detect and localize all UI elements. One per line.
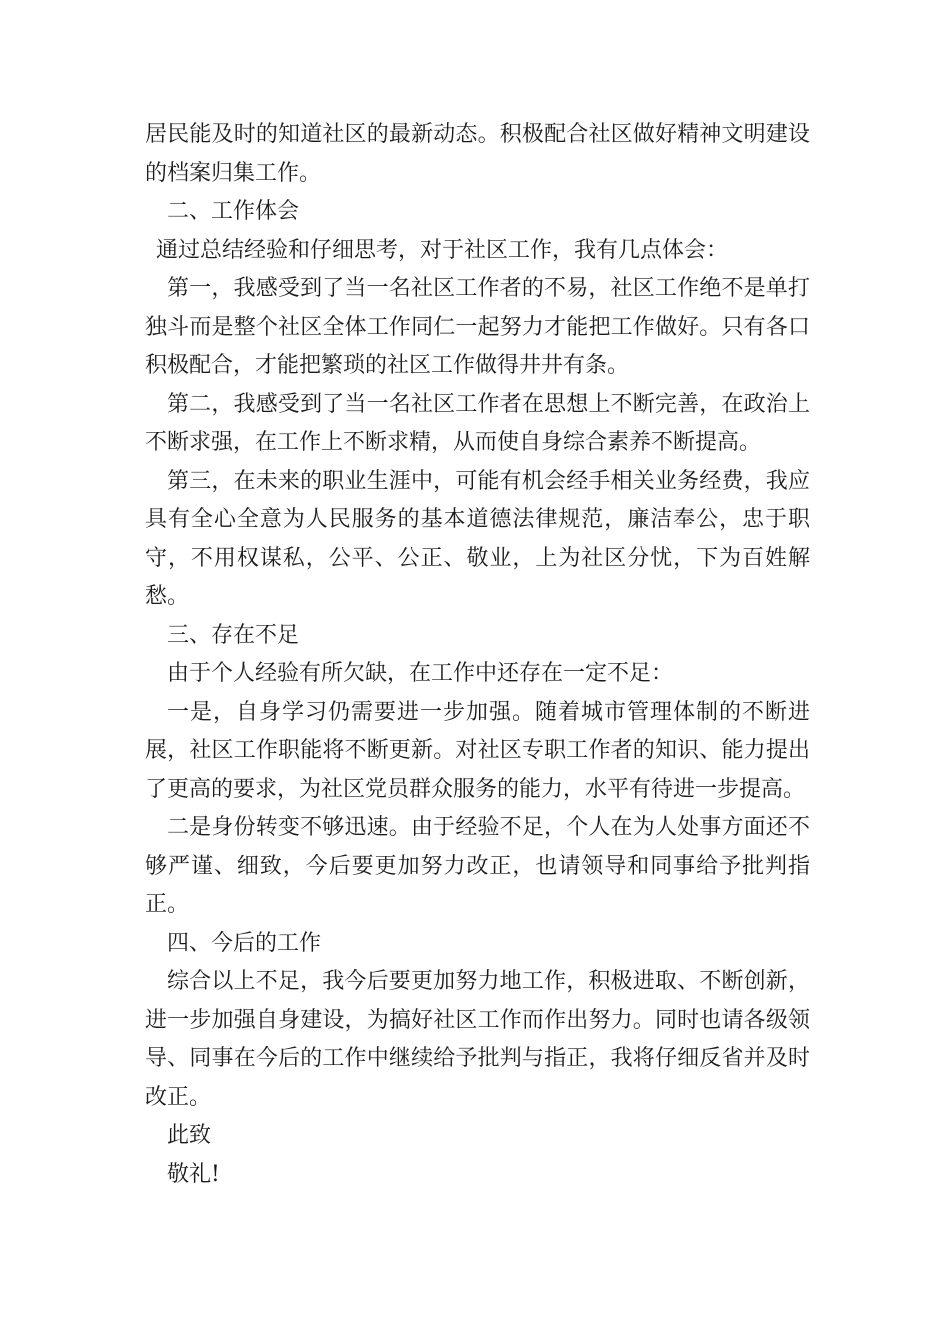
section-heading-future-work: 四、今后的工作 <box>167 930 322 956</box>
paragraph-continuation: 居民能及时的知道社区的最新动态。积极配合社区做好精神文明建设的档案归集工作。 <box>145 122 810 186</box>
paragraph-experience-first: 第一，我感受到了当一名社区工作者的不易，社区工作绝不是单打独斗而是整个社区全体工作同仁一起努力才能把工作做好。只有各口积极配合，才能把繁琐的社区工作做得井井有条。 <box>145 276 810 378</box>
document-body <box>145 116 810 1194</box>
paragraph-shortcomings-second: 二是身份转变不够迅速。由于经验不足，个人在为人处事方面还不够严谨、细致，今后要更加努力改正，也请领导和同事给予批判指正。 <box>145 815 810 917</box>
paragraph-experience-second: 第二，我感受到了当一名社区工作者在思想上不断完善，在政治上不断求强，在工作上不断求精，从而使自身综合素养不断提高。 <box>145 391 810 455</box>
closing-salutation: 此致 <box>167 1123 212 1148</box>
paragraph-experience-intro: 通过总结经验和仔细思考，对于社区工作，我有几点体会： <box>156 237 729 263</box>
section-heading-shortcomings: 三、存在不足 <box>167 622 300 648</box>
paragraph-shortcomings-intro: 由于个人经验有所欠缺，在工作中还存在一定不足： <box>167 661 674 686</box>
section-heading-experience: 二、工作体会 <box>167 199 300 224</box>
paragraph-future-work: 综合以上不足，我今后要更加努力地工作，积极进取、不断创新，进一步加强自身建设，为搞好社区工作而作出努力。同时也请各级领导、同事在今后的工作中继续给予批判与指正，我将仔细反省并及时改正。 <box>145 969 810 1110</box>
closing-regards: 敬礼! <box>167 1161 220 1187</box>
paragraph-experience-third: 第三，在未来的职业生涯中，可能有机会经手相关业务经费，我应具有全心全意为人民服务的基本道德法律规范，廉洁奉公，忠于职守，不用权谋私，公平、公正、敬业，上为社区分忧，下为百姓解愁。 <box>145 468 810 609</box>
paragraph-shortcomings-first: 一是，自身学习仍需要进一步加强。随着城市管理体制的不断进展，社区工作职能将不断更新。对社区专职工作者的知识、能力提出了更高的要求，为社区党员群众服务的能力，水平有待进一步提高。 <box>145 699 810 802</box>
